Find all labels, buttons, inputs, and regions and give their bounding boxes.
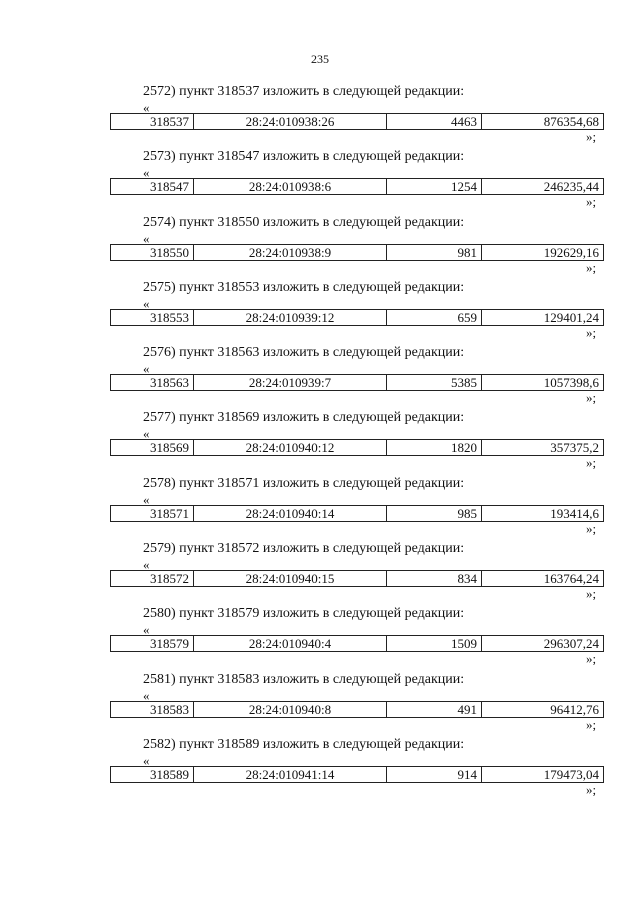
value-cell: 193414,6 — [482, 505, 604, 521]
opening-quote: « — [143, 361, 150, 377]
table-row — [111, 701, 604, 717]
amendment-instruction: 2575) пункт 318553 изложить в следующей редакции: — [143, 279, 465, 295]
opening-quote: « — [143, 295, 150, 311]
area-cell: 1820 — [387, 440, 482, 456]
area-cell: 834 — [387, 571, 482, 587]
opening-quote: « — [143, 752, 150, 768]
table-row — [111, 505, 604, 521]
amendment-instruction: 2578) пункт 318571 изложить в следующей редакции: — [143, 475, 465, 491]
table-row — [111, 636, 604, 652]
amendment-entry — [0, 737, 640, 802]
opening-quote: « — [143, 491, 150, 507]
record-id-cell: 318547 — [111, 179, 194, 195]
area-cell: 491 — [387, 701, 482, 717]
record-id-cell: 318571 — [111, 505, 194, 521]
record-id-cell: 318563 — [111, 375, 194, 391]
cadastral-number-cell: 28:24:010940:4 — [194, 636, 387, 652]
value-cell: 163764,24 — [482, 571, 604, 587]
opening-quote: « — [143, 165, 150, 181]
amendment-entry — [0, 149, 640, 214]
closing-quote: »; — [586, 194, 597, 210]
closing-quote: »; — [586, 324, 597, 340]
amendment-instruction: 2577) пункт 318569 изложить в следующей редакции: — [143, 410, 465, 426]
cadastral-number-cell: 28:24:010939:7 — [194, 375, 387, 391]
area-cell: 985 — [387, 505, 482, 521]
record-table — [110, 766, 604, 783]
amendment-entry — [0, 345, 640, 410]
cadastral-number-cell: 28:24:010940:14 — [194, 505, 387, 521]
amendment-entry — [0, 84, 640, 149]
closing-quote: »; — [586, 520, 597, 536]
amendment-instruction: 2572) пункт 318537 изложить в следующей редакции: — [143, 84, 465, 99]
amendment-instruction: 2576) пункт 318563 изложить в следующей редакции: — [143, 345, 465, 361]
amendment-entry — [0, 476, 640, 541]
cadastral-number-cell: 28:24:010938:9 — [194, 244, 387, 260]
area-cell: 4463 — [387, 114, 482, 130]
record-id-cell: 318537 — [111, 114, 194, 130]
cadastral-number-cell: 28:24:010940:8 — [194, 701, 387, 717]
amendment-instruction: 2581) пункт 318583 изложить в следующей редакции: — [143, 671, 465, 687]
amendment-instruction: 2580) пункт 318579 изложить в следующей редакции: — [143, 606, 465, 622]
record-table — [110, 505, 604, 522]
table-row — [111, 766, 604, 782]
record-table — [110, 309, 604, 326]
value-cell: 96412,76 — [482, 701, 604, 717]
amendment-instruction: 2582) пункт 318589 изложить в следующей редакции: — [143, 736, 465, 752]
area-cell: 914 — [387, 766, 482, 782]
value-cell: 357375,2 — [482, 440, 604, 456]
table-row — [111, 375, 604, 391]
cadastral-number-cell: 28:24:010939:12 — [194, 309, 387, 325]
record-id-cell: 318550 — [111, 244, 194, 260]
value-cell: 129401,24 — [482, 309, 604, 325]
page-number: 235 — [311, 52, 329, 66]
opening-quote: « — [143, 557, 150, 573]
opening-quote: « — [143, 100, 150, 115]
opening-quote: « — [143, 622, 150, 638]
closing-quote: »; — [586, 259, 597, 275]
record-table — [110, 570, 604, 587]
amendment-entry — [0, 541, 640, 606]
record-table — [110, 635, 604, 652]
closing-quote: »; — [586, 781, 597, 797]
area-cell: 1254 — [387, 179, 482, 195]
value-cell: 1057398,6 — [482, 375, 604, 391]
amendment-entry — [0, 606, 640, 671]
value-cell: 179473,04 — [482, 766, 604, 782]
amendment-instruction: 2573) пункт 318547 изложить в следующей редакции: — [143, 149, 465, 165]
cadastral-number-cell: 28:24:010938:6 — [194, 179, 387, 195]
table-row — [111, 244, 604, 260]
value-cell: 246235,44 — [482, 179, 604, 195]
value-cell: 296307,24 — [482, 636, 604, 652]
table-row — [111, 179, 604, 195]
record-id-cell: 318569 — [111, 440, 194, 456]
area-cell: 1509 — [387, 636, 482, 652]
record-id-cell: 318583 — [111, 701, 194, 717]
closing-quote: »; — [586, 651, 597, 667]
closing-quote: »; — [586, 129, 597, 144]
cadastral-number-cell: 28:24:010940:12 — [194, 440, 387, 456]
closing-quote: »; — [586, 716, 597, 732]
closing-quote: »; — [586, 586, 597, 602]
area-cell: 5385 — [387, 375, 482, 391]
amendment-entry — [0, 672, 640, 737]
record-id-cell: 318589 — [111, 766, 194, 782]
closing-quote: »; — [586, 455, 597, 471]
record-table — [110, 374, 604, 391]
area-cell: 659 — [387, 309, 482, 325]
opening-quote: « — [143, 687, 150, 703]
record-table — [110, 701, 604, 718]
record-table — [110, 113, 604, 130]
record-id-cell: 318553 — [111, 309, 194, 325]
cadastral-number-cell: 28:24:010940:15 — [194, 571, 387, 587]
record-table — [110, 178, 604, 195]
table-row — [111, 571, 604, 587]
record-id-cell: 318572 — [111, 571, 194, 587]
amendment-list — [0, 84, 640, 802]
cadastral-number-cell: 28:24:010938:26 — [194, 114, 387, 130]
amendment-instruction: 2579) пункт 318572 изложить в следующей редакции: — [143, 541, 465, 557]
cadastral-number-cell: 28:24:010941:14 — [194, 766, 387, 782]
amendment-entry — [0, 215, 640, 280]
opening-quote: « — [143, 230, 150, 246]
record-table — [110, 244, 604, 261]
amendment-instruction: 2574) пункт 318550 изложить в следующей редакции: — [143, 214, 465, 230]
amendment-entry — [0, 280, 640, 345]
opening-quote: « — [143, 426, 150, 442]
value-cell: 192629,16 — [482, 244, 604, 260]
table-row — [111, 114, 604, 130]
record-id-cell: 318579 — [111, 636, 194, 652]
amendment-entry — [0, 410, 640, 475]
table-row — [111, 440, 604, 456]
record-table — [110, 439, 604, 456]
area-cell: 981 — [387, 244, 482, 260]
table-row — [111, 309, 604, 325]
closing-quote: »; — [586, 390, 597, 406]
value-cell: 876354,68 — [482, 114, 604, 130]
